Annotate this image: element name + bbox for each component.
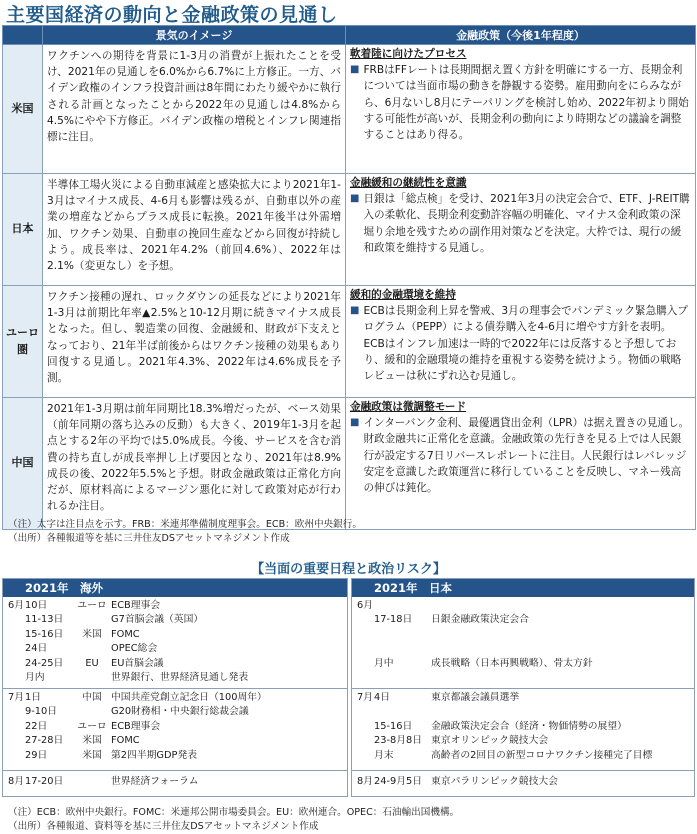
corner-header [3,26,43,45]
event-region: 中国 [82,692,102,703]
event-date: 23-8月8日 [374,735,423,747]
policy-text: FRBはFFレートは長期間据え置く方針を明確にする一方、長期金利については当面市場の動きを静観する姿勢。雇用動向をにらみながら、6月ないし8月にテーパリングを検討し始め、2022年初より開始する可能性が高いが、長期金利の動向により時期などの議論を調整することはあり得る。 [363,64,689,142]
list-item [3,691,347,705]
policy-header: 金融政策（今後1年程度） [346,26,696,45]
table-row [3,286,696,398]
event-date: 17-18日 [374,614,413,626]
policy-title: 金融政策は微調整モード [350,401,467,413]
event-name [431,628,694,642]
event-name: 成長戦略（日本再興戦略）、骨太方針 [431,657,593,669]
event-name: 東京オリンピック競技大会 [431,735,549,747]
event-name: 中国共産党創立記念日（100周年） [111,692,267,703]
policy-title: 軟着陸に向けたプロセス [350,48,467,60]
event-date: 4日 [374,692,391,703]
overseas-schedule [2,578,348,797]
econ-text: 半導体工場火災による自動車減産と感染拡大により2021年1-3月はマイナス成長、4-6月も影響は残るが、自動車以外の産業の増産などからプラス成長に転換。2021年後半は外需増加、ワクチン効果、自動車の挽回生産などから回復が持続しよう。成長率は、2021年4.2%（前回4.6%）、2022年は2.1%（変更なし）を予想。 [43,174,346,286]
list-item [3,705,347,719]
event-date [374,628,431,642]
event-date: 9-10日 [25,706,58,718]
event-name [431,599,694,613]
list-item [3,749,347,763]
month-label: 7月 [357,692,374,703]
event-date: 15-16日 [25,628,64,640]
event-date [374,671,431,685]
list-item [3,642,347,656]
list-item [3,599,347,613]
list-item [352,691,694,705]
policy-title: 金融緩和の継続性を意識 [350,177,467,189]
policy-cell [346,45,696,174]
region-label: 日本 [3,174,43,286]
list-item [352,642,694,656]
event-name: 日銀金融政策決定会合 [431,614,529,626]
policy-title: 緩和的金融環境を維持 [350,289,456,301]
list-item [352,749,694,763]
list-item [3,613,347,627]
event-date: 27-28日 [25,735,64,747]
event-date: 17-20日 [25,776,64,787]
policy-text: ECBは長期金利上昇を警戒、3月の理事会でパンデミック緊急購入プログラム（PEPP）による債券購入を4-6月に増やす方針を表明。ECBはインフレ加速は一時的で2022年には反落すると予想しており、緩和的金融環境の維持を重視する姿勢を続けよう。物価の戦略レビューは秋にずれ込む見通し。 [363,305,688,383]
square-bullet-icon: ■ [350,64,360,76]
table-row [3,174,696,286]
list-item [3,628,347,642]
month-label: 6月 [357,600,374,611]
policy-text: インターバンク金利、最優遇貸出金利（LPR）は据え置きの見通し。財政金融共に正常化を意識。金融政策の先行きを見る上では人民銀行が設定する7日リバースレポレートに注目。人民銀行はレバレッジ安定を意識した政策運営に移行していることを反映し、マネー残高の伸びは鈍化。 [363,417,690,495]
list-item [352,613,694,627]
month-group [3,689,347,771]
event-date: 月中 [374,657,394,669]
event-region: 米国 [82,749,102,761]
month-group [352,597,694,689]
event-date: 月末 [374,749,394,761]
event-date [374,642,431,656]
event-date: 24-25日 [25,657,64,669]
event-region: 米国 [82,735,102,747]
event-name: G7首脳会議（英国） [111,614,204,626]
list-item [3,671,347,685]
event-region: ユーロ [77,720,107,732]
list-item [352,775,694,789]
list-item [352,734,694,748]
event-name: 世界銀行、世界経済見通し発表 [111,671,249,683]
list-item [3,775,347,789]
event-name: 金融政策決定会合（経済・物価情勢の展望） [431,720,627,732]
region-label: 中国 [3,398,43,530]
event-name: G20財務相・中央銀行総裁会議 [111,706,249,718]
event-region: 米国 [82,628,102,640]
event-date: 22日 [25,720,48,732]
event-name: 第2四半期GDP発表 [111,749,198,761]
page-title: 主要国経済の動向と金融政策の見通し [6,4,338,26]
month-label: 8月 [8,776,25,787]
event-date: 24-9月5日 [374,776,423,787]
region-label: 米国 [3,45,43,174]
event-region [73,642,111,656]
event-name [431,642,694,656]
event-date: 10日 [25,600,48,611]
policy-cell [346,398,696,530]
month-group [3,771,347,796]
event-date: 24日 [25,643,48,655]
econ-text: ワクチンへの期待を背景に1-3月の消費が上振れたことを受け、2021年の見通しを6.0%から6.7%に上方修正。一方、バイデン政権のインフラ投資計画は8年間にわたり緩やかに執行される計画となったことから2022年の見通しは4.8%から4.5%にやや下方修正。バイデン政権の増税とインフレ関連指標に注目。 [43,45,346,174]
event-name: ECB理事会 [111,600,161,611]
event-region: ユーロ [77,600,107,611]
policy-cell [346,174,696,286]
event-name [431,671,694,685]
event-region [73,775,111,789]
region-label: ユーロ 圏 [3,286,43,398]
table-note: （注）太字は注目点を示す。FRB：米連邦準備制度理事会。ECB：欧州中央銀行。 [8,519,362,530]
list-item [3,734,347,748]
table-row [3,45,696,174]
event-name: 東京パラリンピック競技大会 [431,776,558,787]
event-region [73,705,111,719]
list-item [352,657,694,671]
econ-text: 2021年1-3月期は前年同期比18.3%増だったが、ベース効果（前年同期の落ち込みの反動）も大きく、2019年1-3月を起点とする2年の平均では5.0%成長。今後、サービスを含む消費の持ち直しが成長率押し上げ要因となり、2021年は8.9%成長の後、2022年5.5%と予想。財政金融政策は正常化方向だが、原材料高によるマージン悪化に対して政策対応が行われるか注目。 [43,398,346,530]
month-label: 8月 [357,776,374,787]
schedule-source: （出所）各種報道、資料等を基に三井住友DSアセットマネジメント作成 [8,821,319,832]
list-item [352,628,694,642]
month-group [3,597,347,689]
list-item [3,657,347,671]
month-group [352,689,694,771]
schedule-note: （注）ECB：欧州中央銀行。FOMC：米連邦公開市場委員会。EU：欧州連合。OPEC：石油輸出国機構。 [8,807,460,818]
event-region: EU [85,657,99,669]
event-date: 1日 [25,692,42,703]
event-name: FOMC [111,628,140,640]
event-date: 29日 [25,749,48,761]
square-bullet-icon: ■ [350,417,360,429]
event-name: 東京都議会議員選挙 [431,692,520,703]
event-name: EU首脳会議 [111,657,164,669]
table-source: （出所）各種報道等を基に三井住友DSアセットマネジメント作成 [8,533,290,544]
event-date [374,599,431,613]
outlook-table [2,25,696,530]
econ-header: 景気のイメージ [43,26,346,45]
econ-text: ワクチン接種の遅れ、ロックダウンの延長などにより2021年1-3月は前期比年率▲2.5%と10-12月期に続きマイナス成長となった。但し、製造業の回復、金融緩和、財政が下支えとなっており、21年半ば前後からはワクチン接種の効果もあり回復する見通し。2021年4.3%、2022年は4.6%成長を予測。 [43,286,346,398]
japan-schedule [351,578,695,797]
table-row [3,398,696,530]
event-region [73,671,111,685]
japan-header: 2021年 日本 [352,579,694,597]
schedule-title: 【当面の重要日程と政治リスク】 [251,562,446,577]
event-date: 15-16日 [374,720,413,732]
list-item [352,599,694,613]
event-date [374,705,431,719]
event-name: FOMC [111,735,140,747]
event-name: ECB理事会 [111,720,161,732]
month-group [352,771,694,796]
list-item [352,671,694,685]
event-date: 11-13日 [25,614,64,626]
event-date: 月内 [25,671,45,683]
list-item [3,720,347,734]
square-bullet-icon: ■ [350,305,360,317]
month-label: 6月 [8,600,25,611]
policy-cell [346,286,696,398]
event-name: 高齢者の2回目の新型コロナワクチン接種完了目標 [431,749,653,761]
overseas-header: 2021年 海外 [3,579,347,597]
month-label: 7月 [8,692,25,703]
event-name: 世界経済フォーラム [111,776,199,787]
square-bullet-icon: ■ [350,193,360,205]
event-name [431,705,694,719]
event-region [73,613,111,627]
list-item [352,705,694,719]
list-item [352,720,694,734]
policy-text: 日銀は「総点検」を受け、2021年3月の決定会合で、ETF、J-REIT購入の柔軟化、長期金利変動許容幅の明確化、マイナス金利政策の深堀り余地を残すための副作用対策などを決定。大枠では、現行の緩和政策を維持する見通し。 [363,193,690,254]
event-name: OPEC総会 [111,643,158,655]
